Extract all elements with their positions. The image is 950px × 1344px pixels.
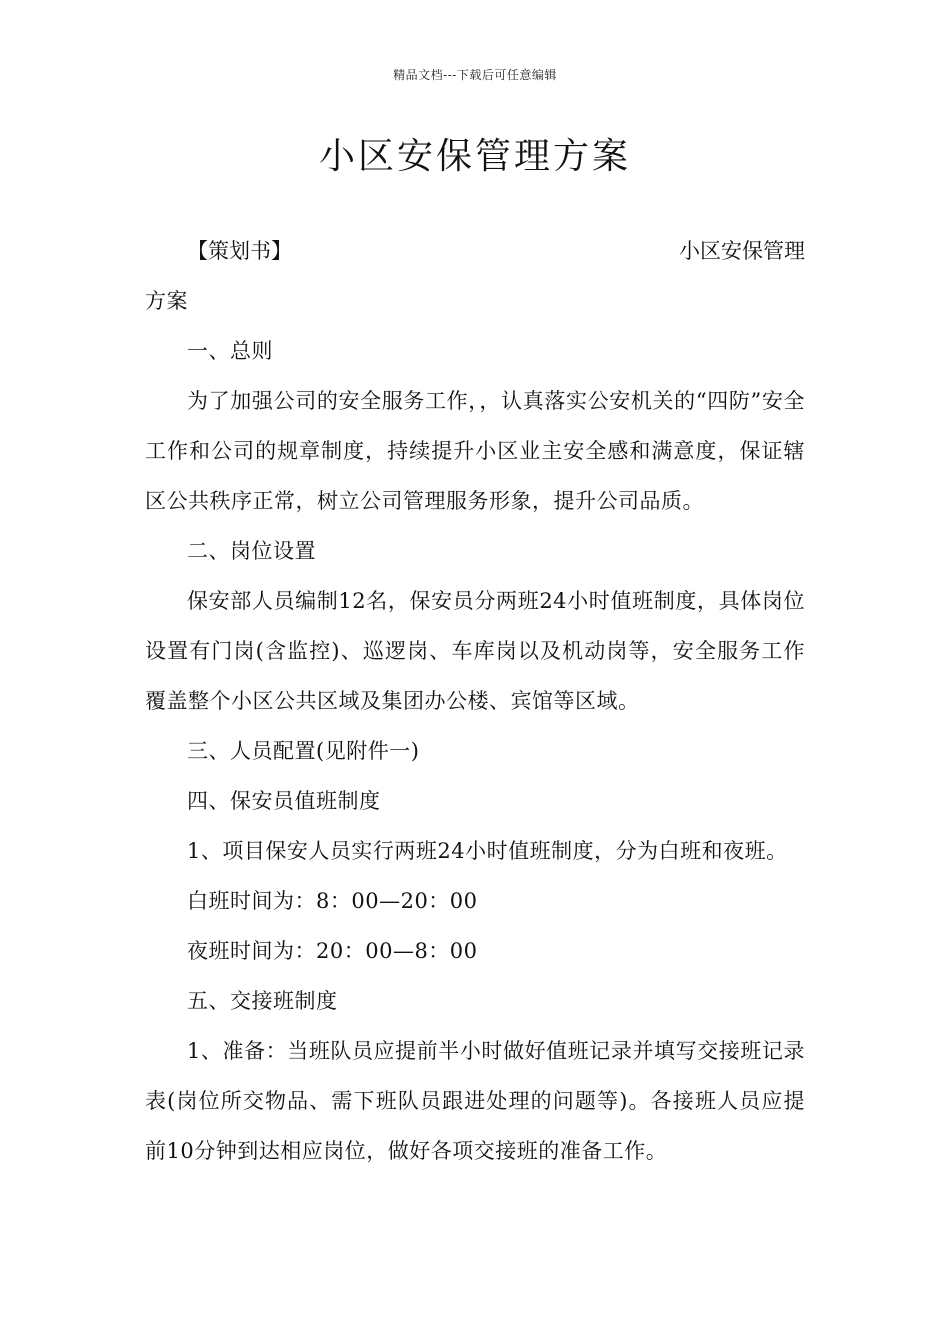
paragraph-day-shift: 白班时间为：8：00—20：00 (187, 889, 478, 913)
section-heading-handover: 五、交接班制度 (187, 989, 338, 1013)
section-heading-general: 一、总则 (187, 339, 273, 363)
document-title: 小区安保管理方案 (318, 136, 631, 177)
planning-line (145, 226, 805, 276)
paragraph-duty-shifts: 1、项目保安人员实行两班24小时值班制度，分为白班和夜班。 (187, 839, 788, 863)
paragraph-general: 为了加强公司的安全服务工作，，认真落实公安机关的“四防”安全工作和公司的规章制度，持续提升小区业主安全感和满意度，保证辖区公共秩序正常，树立公司管理服务形象，提升公司品质。 (145, 389, 805, 513)
paragraph-posts: 保安部人员编制12名，保安员分两班24小时值班制度，具体岗位设置有门岗(含监控)、巡逻岗、车库岗以及机动岗等，安全服务工作覆盖整个小区公共区域及集团办公楼、宾馆等区域。 (145, 589, 805, 713)
planning-subject-continued: 方案 (145, 289, 188, 313)
section-heading-duty: 四、保安员值班制度 (187, 789, 381, 813)
planning-subject: 小区安保管理 (679, 239, 805, 263)
document-body (145, 226, 805, 1176)
section-heading-staffing: 三、人员配置(见附件一) (187, 739, 420, 763)
paragraph-handover-prep: 1、准备：当班队员应提前半小时做好值班记录并填写交接班记录表(岗位所交物品、需下班队员跟进处理的问题等)。各接班人员应提前10分钟到达相应岗位，做好各项交接班的准备工作。 (145, 1039, 805, 1163)
paragraph-night-shift: 夜班时间为：20：00—8：00 (187, 939, 478, 963)
header-note: 精品文档---下载后可任意编辑 (393, 68, 557, 82)
section-heading-posts: 二、岗位设置 (187, 539, 316, 563)
planning-tag: 【策划书】 (187, 239, 292, 263)
